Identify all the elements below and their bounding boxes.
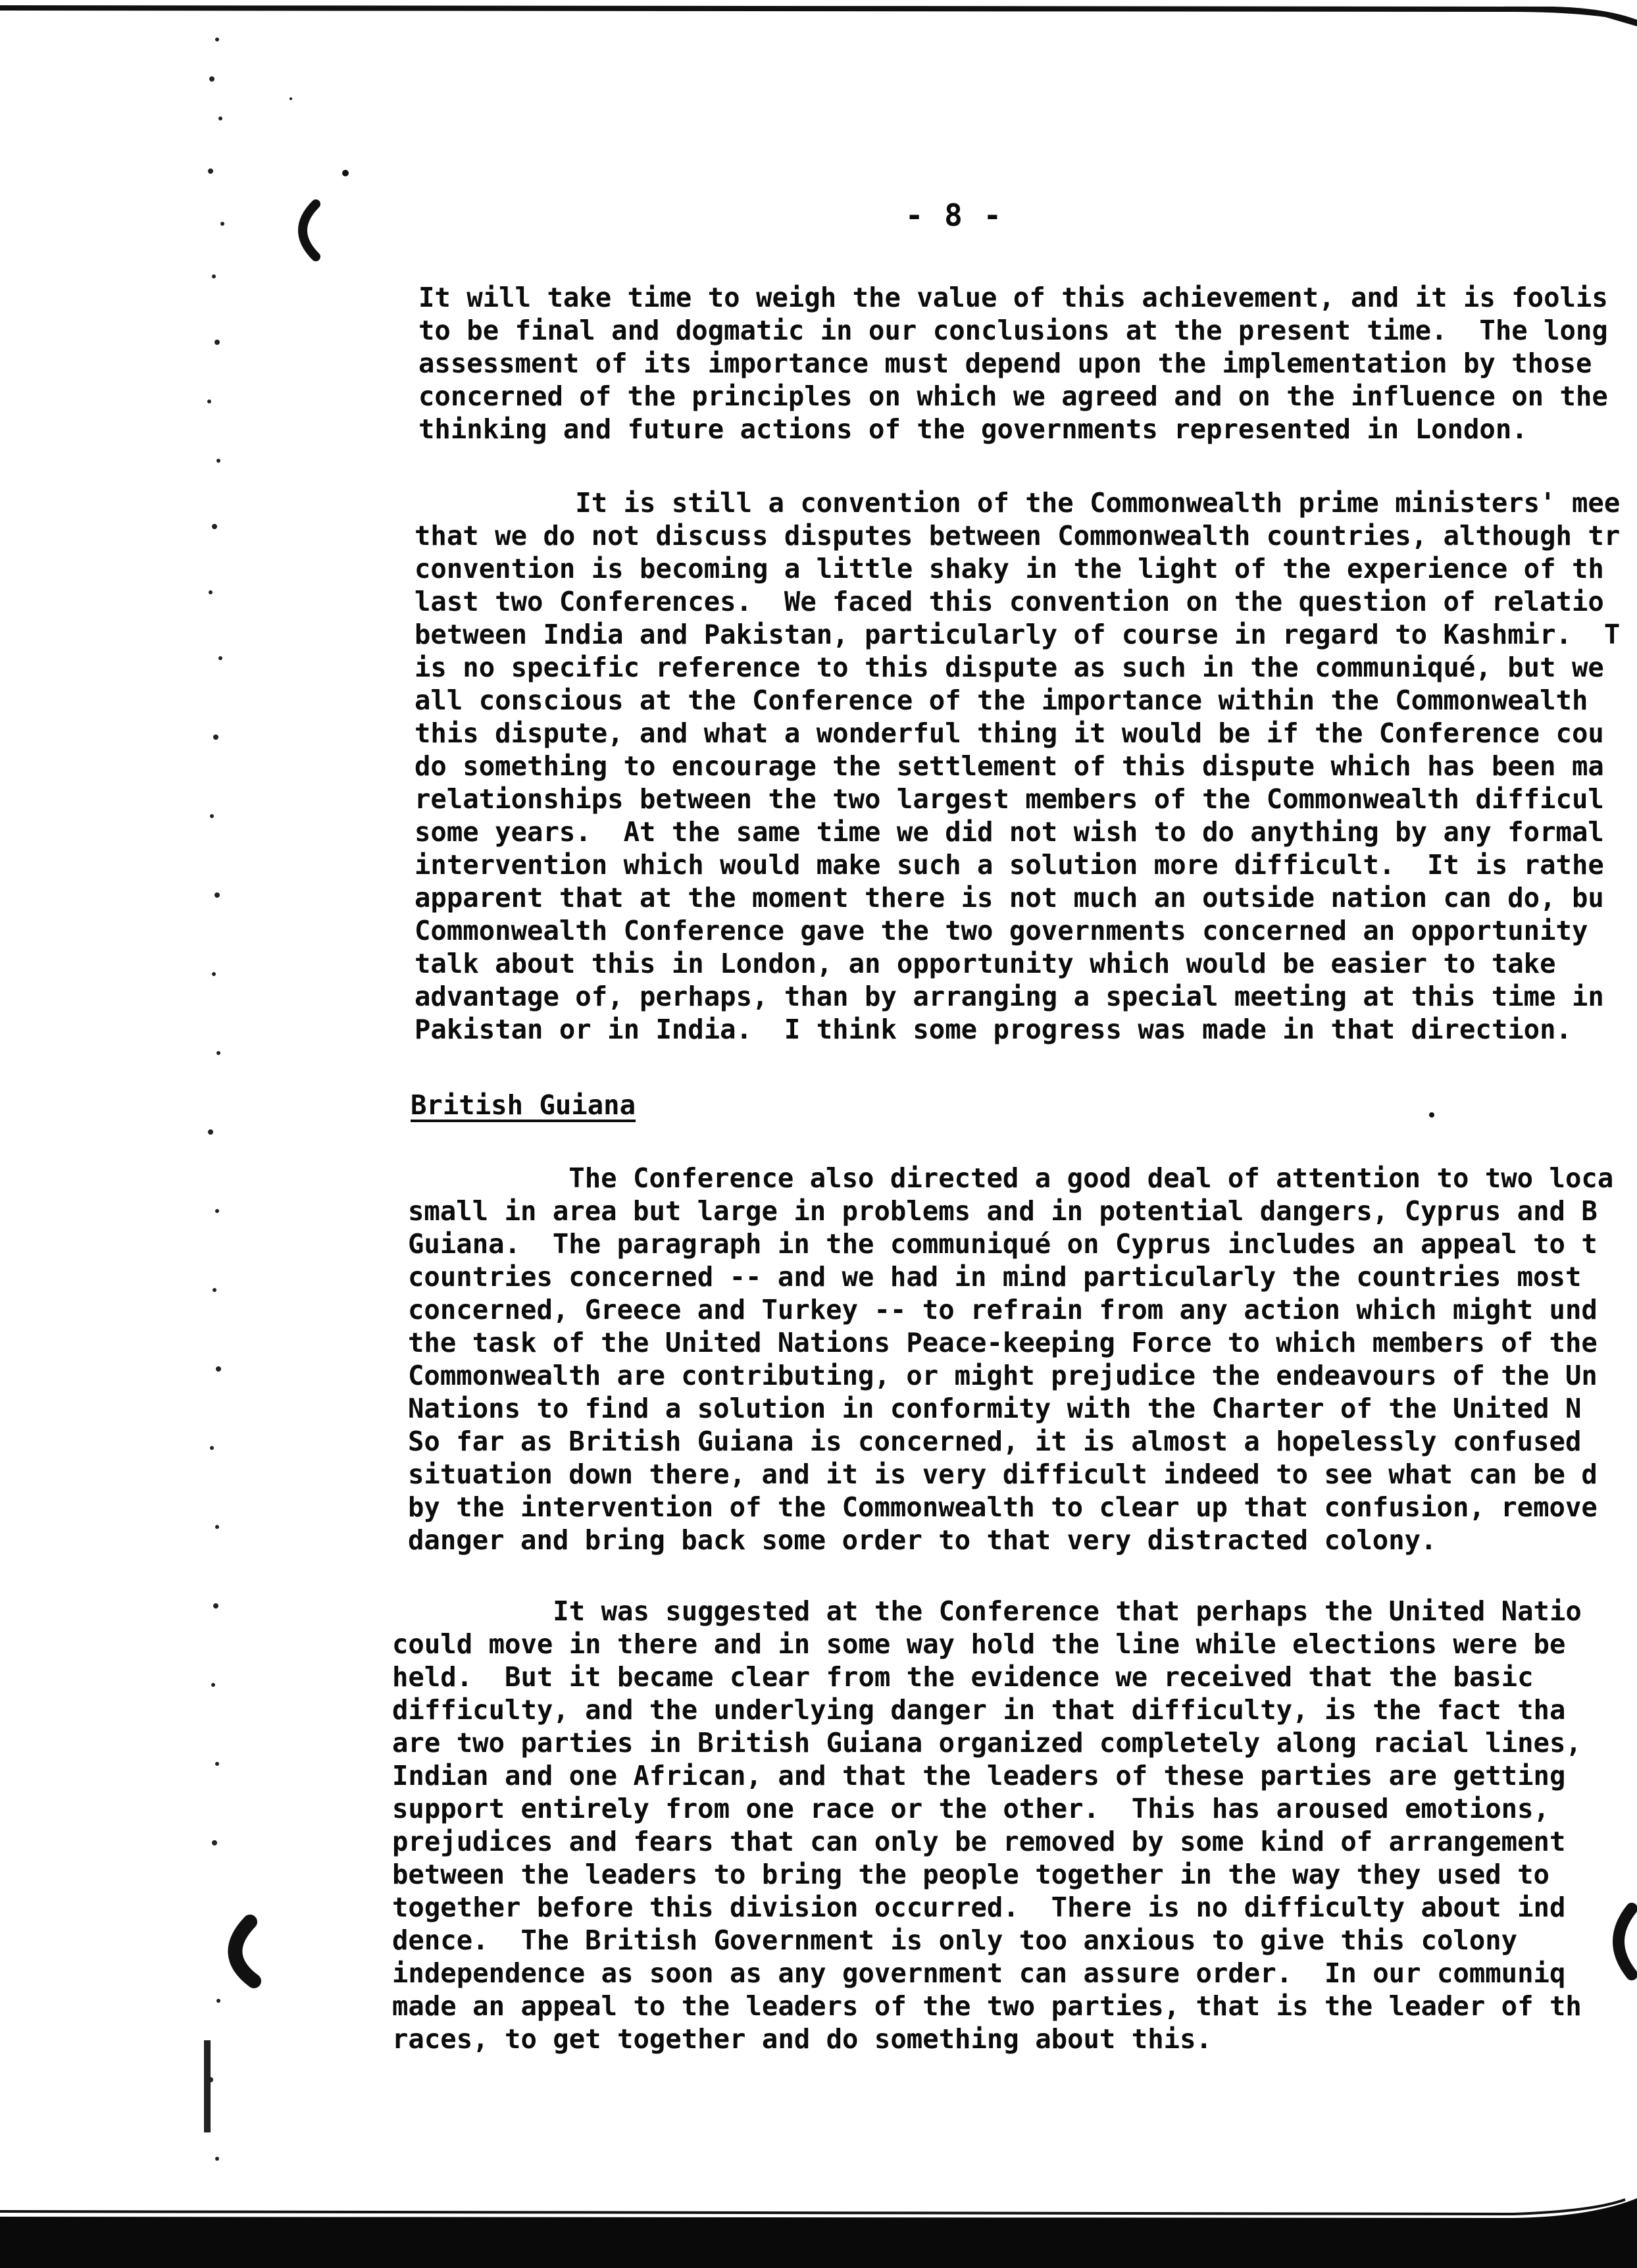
text-line: by the intervention of the Commonwealth to clear up that confusion, remove	[408, 1491, 1598, 1523]
text-line: held. But it became clear from the evidence we received that the basic	[392, 1661, 1534, 1693]
text-line: concerned, Greece and Turkey -- to refrain from any action which might und	[408, 1294, 1598, 1326]
speck	[1429, 1112, 1434, 1118]
text-line: apparent that at the moment there is not much an outside nation can do, bu	[415, 882, 1604, 914]
text-line: support entirely from one race or the other. This has aroused emotions,	[392, 1793, 1549, 1824]
text-line: advantage of, perhaps, than by arranging a special meeting at this time in	[415, 981, 1604, 1012]
text-line: So far as British Guiana is concerned, it is almost a hopelessly confused	[408, 1426, 1582, 1457]
speck	[342, 170, 349, 176]
page-number: - 8 -	[905, 197, 1003, 233]
text-line: Commonwealth are contributing, or might prejudice the endeavours of the Un	[408, 1360, 1598, 1391]
section-heading: British Guiana	[411, 1089, 636, 1121]
text-line: the task of the United Nations Peace-keeping Force to which members of the	[408, 1327, 1598, 1358]
text-line: between the leaders to bring the people together in the way they used to	[392, 1859, 1549, 1890]
text-line: difficulty, and the underlying danger in that difficulty, is the fact tha	[392, 1694, 1566, 1726]
text-line: together before this division occurred. There is no difficulty about ind	[392, 1892, 1566, 1923]
text-line: Guiana. The paragraph in the communiqué on Cyprus includes an appeal to t	[408, 1228, 1598, 1260]
text-line: this dispute, and what a wonderful thing it would be if the Conference cou	[415, 717, 1604, 749]
text-line: dence. The British Government is only too anxious to give this colony	[392, 1924, 1518, 1956]
text-line: countries concerned -- and we had in mind particularly the countries most	[408, 1261, 1582, 1293]
speck	[290, 97, 292, 100]
text-line: is no specific reference to this dispute as such in the communiqué, but we	[415, 652, 1604, 683]
text-line: danger and bring back some order to that very distracted colony.	[408, 1524, 1437, 1556]
text-line: It was suggested at the Conference that perhaps the United Natio	[392, 1595, 1582, 1627]
binding-hole-marks	[118, 0, 355, 2268]
text-line: The Conference also directed a good deal of attention to two loca	[408, 1162, 1614, 1194]
text-line: assessment of its importance must depend upon the implementation by those	[418, 348, 1592, 379]
text-line: concerned of the principles on which we agreed and on the influence on the	[418, 380, 1608, 412]
text-line: all conscious at the Conference of the importance within the Commonwealth	[415, 684, 1588, 716]
text-line: talk about this in London, an opportunity which would be easier to take	[415, 948, 1556, 979]
text-line: Commonwealth Conference gave the two governments concerned an opportunity	[415, 915, 1588, 946]
text-line: Indian and one African, and that the leaders of these parties are getting	[392, 1760, 1566, 1791]
text-line: made an appeal to the leaders of the two parties, that is the leader of th	[392, 1990, 1582, 2022]
text-line: some years. At the same time we did not wish to do anything by any formal	[415, 816, 1604, 848]
text-line: intervention which would make such a solution more difficult. It is rathe	[415, 849, 1604, 881]
text-line: convention is becoming a little shaky in the light of the experience of th	[415, 553, 1604, 584]
text-line: between India and Pakistan, particularly of course in regard to Kashmir. T	[415, 619, 1621, 650]
text-line: situation down there, and it is very difficult indeed to see what can be d	[408, 1458, 1598, 1490]
text-line: It is still a convention of the Commonwealth prime ministers' mee	[415, 487, 1621, 519]
text-line: small in area but large in problems and in potential dangers, Cyprus and B	[408, 1195, 1598, 1227]
text-line: to be final and dogmatic in our conclusions at the present time. The long	[418, 315, 1608, 346]
binding-hole-mark-right	[1605, 1895, 1637, 1988]
text-line: are two parties in British Guiana organized completely along racial lines,	[392, 1727, 1582, 1759]
text-line: Pakistan or in India. I think some progress was made in that direction.	[415, 1014, 1572, 1045]
text-line: races, to get together and do something about this.	[392, 2023, 1212, 2055]
text-line: thinking and future actions of the governments represented in London.	[418, 413, 1528, 445]
text-line: could move in there and in some way hold the line while elections were be	[392, 1628, 1566, 1660]
text-line: that we do not discuss disputes between Commonwealth countries, although tr	[415, 520, 1621, 552]
text-line: It will take time to weigh the value of this achievement, and it is foolis	[418, 282, 1608, 313]
text-line: Nations to find a solution in conformity with the Charter of the United N	[408, 1393, 1582, 1424]
text-line: last two Conferences. We faced this convention on the question of relatio	[415, 586, 1604, 617]
text-line: relationships between the two largest members of the Commonwealth difficul	[415, 783, 1604, 815]
text-line: prejudices and fears that can only be removed by some kind of arrangement	[392, 1826, 1566, 1857]
text-line: independence as soon as any government can assure order. In our communiq	[392, 1957, 1566, 1989]
text-line: do something to encourage the settlement of this dispute which has been ma	[415, 750, 1604, 782]
